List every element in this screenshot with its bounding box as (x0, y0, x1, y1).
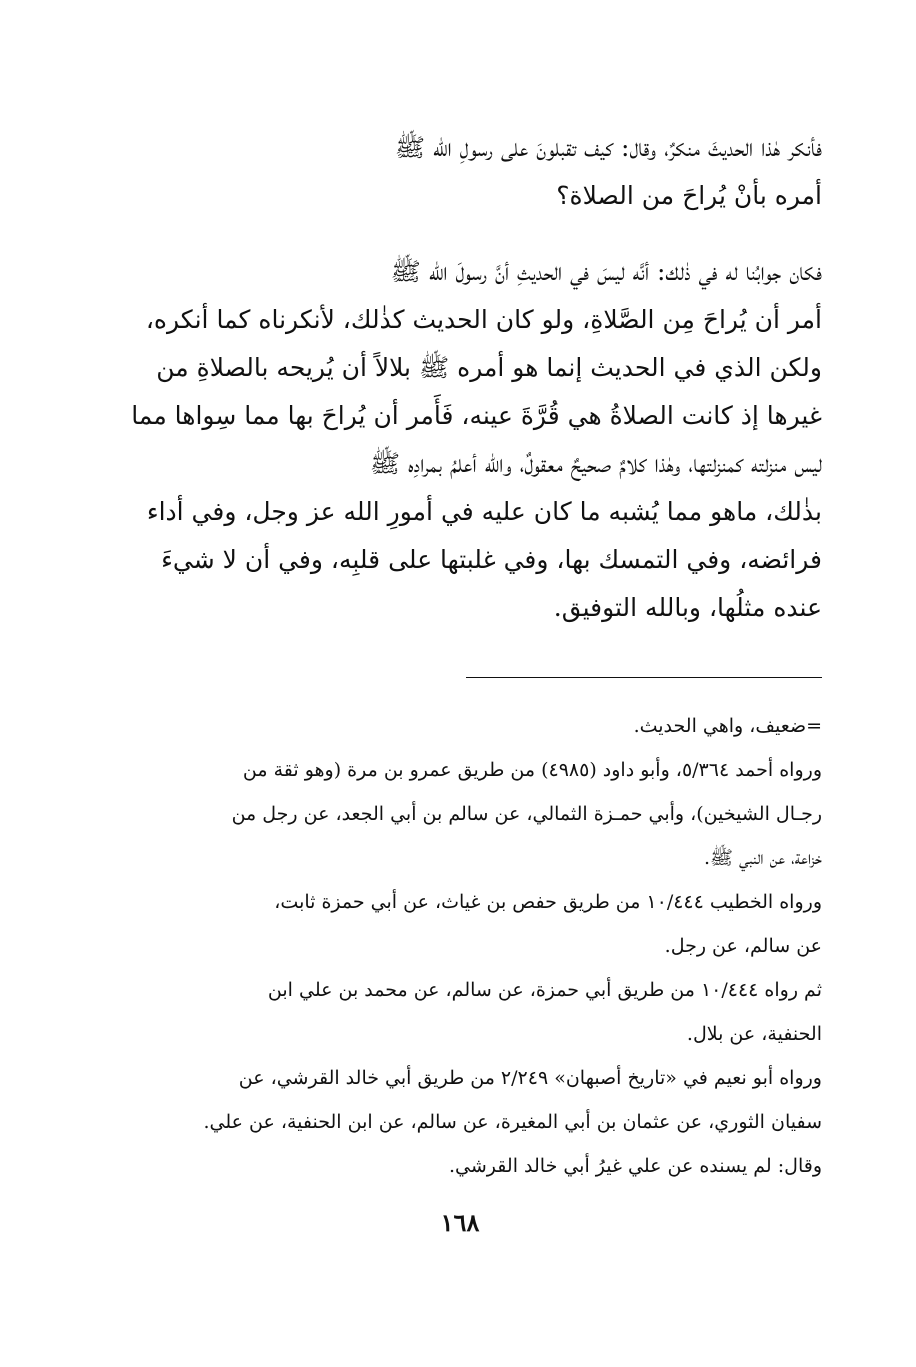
footnote-line: ورواه أحمد ٥/٣٦٤، وأبو داود (٤٩٨٥) من طريق عمرو بن مرة (وهو ثقة من (242, 759, 822, 781)
paragraph-line: أمر أن يُراحَ مِن الصَّلاةِ، ولو كان الحديث كذٰلك، لأنكرناه كما أنكره، (145, 305, 822, 334)
footnote-line: ورواه الخطيب ١٠/٤٤٤ من طريق حفص بن غياث، عن أبي حمزة ثابت، (274, 891, 822, 913)
paragraph-line: فكان جوابُنا له في ذٰلك: أنَّه ليسَ في الحديثِ أنَّ رسولَ الله ﷺ (390, 257, 822, 286)
footnote-line: وقال: لم يسنده عن علي غيرُ أبي خالد القرشي. (449, 1155, 822, 1177)
paragraph-line: فرائضه، وفي التمسك بها، وفي غلبتها على قلبِه، وفي أن لا شيءَ (161, 545, 822, 574)
page-number: ١٦٨ (440, 1208, 480, 1237)
footnote-separator (466, 677, 822, 678)
footnote-line: ثم رواه ١٠/٤٤٤ من طريق أبي حمزة، عن سالم، عن محمد بن علي ابن (267, 979, 822, 1001)
footnote-line: ورواه أبو نعيم في «تاريخ أصبهان» ٢/٢٤٩ من طريق أبي خالد القرشي، عن (238, 1067, 822, 1089)
paragraph-line: ولكن الذي في الحديث إنما هو أمره ﷺ بلالاً أن يُريحه بالصلاةِ من (156, 353, 822, 382)
footnote-line: =ضعيف، واهي الحديث. (633, 715, 822, 737)
paragraph-line: فأنكر هٰذا الحديثَ منكرٌ، وقال: كيف تقبلونَ على رسولِ الله ﷺ (394, 133, 822, 162)
paragraph-1 (110, 124, 822, 220)
footnote-line: رجـال الشيخين)، وأبي حمـزة الثمالي، عن سالم بن أبي الجعد، عن رجل من (231, 803, 822, 825)
footnote-line: الحنفية، عن بلال. (686, 1023, 822, 1045)
paragraph-line: ليس منزلته كمنزلتها، وهٰذا كلامٌ صحيحٌ معقولٌ، والله أعلمُ بمرادِه ﷺ (369, 449, 822, 478)
paragraph-line: عنده مثلُها، وبالله التوفيق. (553, 593, 822, 622)
footnote-line: سفيان الثوري، عن عثمان بن أبي المغيرة، عن سالم، عن ابن الحنفية، عن علي. (203, 1111, 822, 1133)
paragraph-2 (110, 248, 822, 632)
footnotes (110, 704, 822, 1188)
paragraph-line: بذٰلك، ماهو مما يُشبه ما كان عليه في أمورِ الله عز وجل، وفي أداء (146, 497, 822, 526)
footnote-line: عن سالم، عن رجل. (664, 935, 822, 957)
footnote-line: خزاعة، عن النبي ﷺ. (704, 847, 822, 869)
paragraph-line: أمره بأنْ يُراحَ من الصلاة؟ (556, 181, 822, 210)
paragraph-line: غيرها إذ كانت الصلاةُ هي قُرَّةَ عينه، فَأَمر أن يُراحَ بها مما سِواها مما (131, 401, 822, 430)
